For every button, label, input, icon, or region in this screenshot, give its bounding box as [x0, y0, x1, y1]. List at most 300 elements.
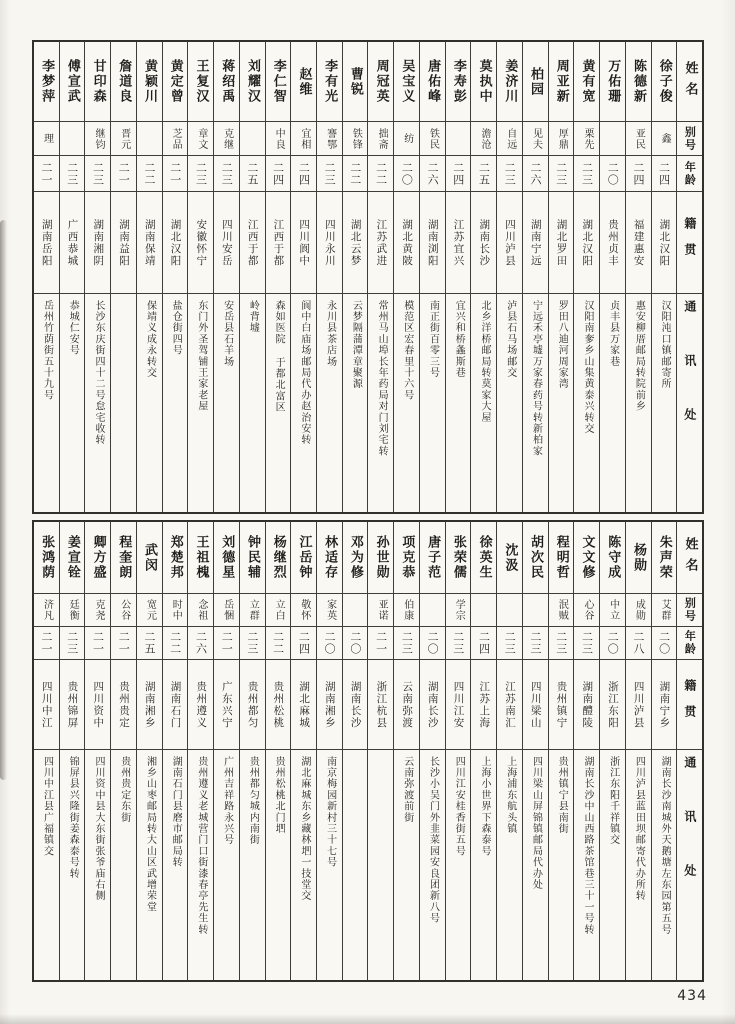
person-age: 二二	[137, 156, 162, 192]
person-column	[548, 522, 574, 980]
person-age: 二三	[574, 156, 599, 192]
person-native: 湖南湘乡	[317, 660, 342, 750]
person-address: 广州吉祥路永兴号	[221, 756, 233, 846]
person-native: 湖北汉阳	[163, 192, 188, 294]
person-alias: 宽元	[137, 594, 162, 627]
person-age: 二三	[549, 156, 574, 192]
person-name: 朱声荣	[652, 522, 677, 594]
person-alias	[523, 594, 548, 627]
person-alias: 亚民	[626, 122, 651, 156]
person-age: 二一	[368, 627, 393, 660]
person-column	[522, 42, 548, 512]
person-native: 江苏武进	[368, 192, 393, 294]
person-address: 锦屏县兴隆街姜森泰号转	[67, 756, 79, 880]
person-address: 贵州松桃北门垇	[273, 756, 285, 835]
person-column	[496, 522, 522, 980]
person-name: 林适存	[317, 522, 342, 594]
person-native: 湖北麻城	[291, 660, 316, 750]
person-address: 阆中白庙场邮局代办赵治安转	[298, 300, 310, 446]
person-native: 广东兴宁	[214, 660, 239, 750]
person-address: 湖北麻城东乡藏林垇一技堂交	[298, 756, 310, 902]
person-address: 永川县茶店场	[324, 300, 336, 368]
person-column	[342, 42, 368, 512]
person-native: 江西于都	[240, 192, 265, 294]
person-alias: 纺	[394, 122, 419, 156]
person-column	[470, 522, 496, 980]
person-name: 蒋绍禹	[214, 42, 239, 122]
person-age: 二〇	[420, 627, 445, 660]
person-name: 李寿彭	[446, 42, 471, 122]
person-name: 陈德新	[626, 42, 651, 122]
person-native: 湖南宁远	[523, 192, 548, 294]
page-number: 434	[677, 988, 707, 1004]
person-native: 贵州贞丰	[600, 192, 625, 294]
person-address: 浙江东阳千祥镇交	[607, 756, 619, 846]
person-name: 张荣儒	[446, 522, 471, 594]
person-native: 广西恭城	[60, 192, 85, 294]
person-address	[343, 750, 368, 980]
person-name: 邓为修	[343, 522, 368, 594]
person-alias: 自远	[497, 122, 522, 156]
column-header-name: 姓名	[677, 42, 702, 122]
header-column	[676, 522, 702, 980]
column-header-alias: 别号	[677, 594, 702, 627]
person-column	[84, 522, 110, 980]
person-age: 二三	[394, 627, 419, 660]
person-column	[651, 522, 677, 980]
register-table-bottom	[32, 520, 704, 982]
person-age: 二一	[85, 627, 110, 660]
person-native: 四川泸县	[497, 192, 522, 294]
person-name: 吴宝义	[394, 42, 419, 122]
person-address: 贵州贵定东街	[118, 756, 130, 824]
person-address: 四川资中县大东街张爷庙右侧	[92, 756, 104, 902]
person-column	[573, 42, 599, 512]
person-alias: 拙斋	[368, 122, 393, 156]
person-alias: 宜相	[291, 122, 316, 156]
person-name: 陈守成	[600, 522, 625, 594]
person-age: 二四	[471, 627, 496, 660]
person-native: 四川安岳	[214, 192, 239, 294]
person-alias: 家英	[317, 594, 342, 627]
person-native: 湖南湘乡	[137, 660, 162, 750]
person-native: 浙江东阳	[600, 660, 625, 750]
register-table-top	[32, 40, 704, 514]
person-name: 武闵	[137, 522, 162, 594]
person-age: 二三	[60, 627, 85, 660]
person-alias: 克尧	[85, 594, 110, 627]
person-age: 二三	[240, 627, 265, 660]
person-column	[548, 42, 574, 512]
person-native: 湖南长沙	[343, 660, 368, 750]
person-column	[393, 42, 419, 512]
person-column	[599, 522, 625, 980]
person-alias: 章文	[188, 122, 213, 156]
person-address: 模范区宏春里十六号	[401, 300, 413, 401]
person-age: 二三	[60, 156, 85, 192]
person-alias	[343, 594, 368, 627]
person-name: 柏园	[523, 42, 548, 122]
person-address: 贞丰县万家巷	[607, 300, 619, 368]
column-header-alias: 别号	[677, 122, 702, 156]
person-name: 张鸿荫	[34, 522, 59, 594]
person-name: 程明哲	[549, 522, 574, 594]
person-address: 恭城仁安号	[67, 300, 79, 356]
person-alias: 立白	[266, 594, 291, 627]
person-name: 周冠英	[368, 42, 393, 122]
person-native: 四川阆中	[291, 192, 316, 294]
person-column	[445, 42, 471, 512]
person-column	[59, 522, 85, 980]
person-name: 唐佑峰	[420, 42, 445, 122]
person-address: 汉阳沌口镇邮寄所	[659, 300, 671, 390]
person-address: 贵州镇宁县南街	[556, 756, 568, 835]
person-column	[239, 42, 265, 512]
person-column	[290, 42, 316, 512]
person-age: 二一	[34, 156, 59, 192]
person-column	[162, 42, 188, 512]
person-age: 二六	[523, 156, 548, 192]
header-column	[676, 42, 702, 512]
person-column	[419, 42, 445, 512]
person-native: 云南弥渡	[394, 660, 419, 750]
person-name: 江岳钟	[291, 522, 316, 594]
person-name: 杨继烈	[266, 522, 291, 594]
person-native: 贵州锦屏	[60, 660, 85, 750]
person-column	[136, 522, 162, 980]
person-alias: 芝品	[163, 122, 188, 156]
person-name: 刘耀汉	[240, 42, 265, 122]
person-native: 江苏南汇	[497, 660, 522, 750]
person-address: 四川梁山屏锦镇邮局代办处	[530, 756, 542, 891]
person-native: 湖南长沙	[420, 660, 445, 750]
person-column	[265, 522, 291, 980]
person-name: 卿方盛	[85, 522, 110, 594]
person-name: 胡次民	[523, 522, 548, 594]
person-alias	[446, 122, 471, 156]
scan-artifact	[0, 1014, 735, 1024]
person-name: 刘德星	[214, 522, 239, 594]
person-address: 惠安柳厝邮局转院前乡	[633, 300, 645, 412]
person-alias	[497, 594, 522, 627]
person-age: 二〇	[600, 627, 625, 660]
person-native: 四川永川	[317, 192, 342, 294]
person-name: 沈汲	[497, 522, 522, 594]
person-column	[367, 42, 393, 512]
person-address: 湖南石门县磨市邮局转	[170, 756, 182, 868]
person-alias: 见夫	[523, 122, 548, 156]
person-address: 贵州都匀城内南街	[247, 756, 259, 846]
person-alias: 鑫	[652, 122, 677, 156]
person-address: 保靖义成永转交	[144, 300, 156, 379]
person-alias: 澹沧	[471, 122, 496, 156]
person-column	[625, 42, 651, 512]
person-age: 二三	[523, 627, 548, 660]
person-age: 二二	[163, 627, 188, 660]
person-age: 二三	[574, 627, 599, 660]
person-column	[110, 522, 136, 980]
person-alias: 学宗	[446, 594, 471, 627]
person-column	[290, 522, 316, 980]
person-native: 浙江杭县	[368, 660, 393, 750]
person-name: 曹锐	[343, 42, 368, 122]
person-alias: 克继	[214, 122, 239, 156]
person-age: 二三	[446, 627, 471, 660]
person-column	[496, 42, 522, 512]
person-name: 赵维	[291, 42, 316, 122]
person-alias: 厚鼎	[549, 122, 574, 156]
person-name: 项克恭	[394, 522, 419, 594]
person-column	[84, 42, 110, 512]
person-native: 湖北黄陂	[394, 192, 419, 294]
person-age: 二三	[497, 627, 522, 660]
person-native: 四川资中	[85, 660, 110, 750]
scan-artifact	[0, 220, 7, 780]
person-name: 李有光	[317, 42, 342, 122]
person-address: 岳州竹荫街五十九号	[41, 300, 53, 401]
person-native: 四川泸县	[626, 660, 651, 750]
person-alias: 中立	[600, 594, 625, 627]
person-column	[419, 522, 445, 980]
person-alias: 济凡	[34, 594, 59, 627]
person-address: 上海小世界下森泰号	[479, 756, 490, 857]
person-native: 湖北罗田	[549, 192, 574, 294]
person-age: 二三	[549, 627, 574, 660]
person-name: 詹道良	[111, 42, 136, 122]
person-column	[110, 42, 136, 512]
person-native: 湖南浏阳	[420, 192, 445, 294]
person-name: 黄有宽	[574, 42, 599, 122]
person-column	[445, 522, 471, 980]
person-name: 傅宣武	[60, 42, 85, 122]
person-column	[265, 42, 291, 512]
person-age: 二二	[266, 627, 291, 660]
person-name: 郑楚邦	[163, 522, 188, 594]
person-alias: 敬怀	[291, 594, 316, 627]
person-name: 李梦萍	[34, 42, 59, 122]
person-alias: 铁锋	[343, 122, 368, 156]
person-column	[213, 522, 239, 980]
column-header-age: 年龄	[677, 156, 702, 192]
person-native: 湖南醴陵	[574, 660, 599, 750]
person-age: 二五	[240, 156, 265, 192]
person-name: 姜宣铨	[60, 522, 85, 594]
person-age: 二三	[85, 156, 110, 192]
person-name: 李仁智	[266, 42, 291, 122]
person-column	[316, 42, 342, 512]
person-native: 贵州镇宁	[549, 660, 574, 750]
person-native: 湖南保靖	[137, 192, 162, 294]
person-alias	[471, 594, 496, 627]
person-native: 贵州贵定	[111, 660, 136, 750]
person-native: 福建惠安	[626, 192, 651, 294]
person-address: 云梦隔蒲潭章聚源	[350, 300, 362, 390]
person-alias	[240, 122, 265, 156]
person-address: 北乡洋桥邮局转莫家大屋	[479, 300, 490, 424]
person-name: 唐子范	[420, 522, 445, 594]
person-address: 贵州遵义老城营门口街漆春亭先生转	[195, 756, 207, 936]
person-alias: 心谷	[574, 594, 599, 627]
person-column	[367, 522, 393, 980]
person-address: 常州马山埠长年药局对门刘宅转	[376, 300, 388, 457]
person-address: 长沙小吴门外韭菜园安良团新八号	[427, 756, 439, 924]
person-column	[522, 522, 548, 980]
person-column	[573, 522, 599, 980]
person-age: 二一	[214, 627, 239, 660]
person-native: 贵州都匀	[240, 660, 265, 750]
person-age: 二四	[291, 156, 316, 192]
column-header-address: 通讯处	[682, 756, 697, 918]
person-column	[34, 522, 59, 980]
person-address: 泸县石马场邮交	[504, 300, 516, 379]
person-name: 莫执中	[471, 42, 496, 122]
person-native: 湖南湘阴	[85, 192, 110, 294]
person-address: 岭背墟	[247, 300, 259, 334]
person-column	[34, 42, 59, 512]
person-address: 长沙东庆街四十二号怠宅收转	[92, 300, 104, 446]
person-age: 二六	[188, 627, 213, 660]
person-name: 周亚新	[549, 42, 574, 122]
person-column	[162, 522, 188, 980]
person-alias: 亚诺	[368, 594, 393, 627]
person-native: 湖南石门	[163, 660, 188, 750]
person-name: 黄颖川	[137, 42, 162, 122]
person-alias: 謇鄂	[317, 122, 342, 156]
person-age: 二二	[368, 156, 393, 192]
person-name: 甘印森	[85, 42, 110, 122]
person-age: 二四	[291, 627, 316, 660]
person-name: 杨勋	[626, 522, 651, 594]
person-alias: 艾群	[652, 594, 677, 627]
person-alias: 伯康	[394, 594, 419, 627]
person-native: 江苏宜兴	[446, 192, 471, 294]
person-native: 湖北汉阳	[652, 192, 677, 294]
person-address: 上海浦东航头镇	[504, 756, 516, 835]
person-native: 贵州遵义	[188, 660, 213, 750]
person-column	[316, 522, 342, 980]
person-native: 四川江安	[446, 660, 471, 750]
person-native: 江苏上海	[471, 660, 496, 750]
person-name: 文文修	[574, 522, 599, 594]
person-alias	[600, 122, 625, 156]
person-age: 二三	[317, 156, 342, 192]
person-age: 二三	[497, 156, 522, 192]
person-address: 湖南长沙中山西路茶馆巷三十一号转	[581, 756, 593, 936]
person-native: 湖南岳阳	[34, 192, 59, 294]
person-age: 二三	[188, 156, 213, 192]
person-native: 江西于都	[266, 192, 291, 294]
person-column	[213, 42, 239, 512]
person-address: 汉阳南奓乡山集黄泰兴转交	[581, 300, 593, 435]
person-age: 二一	[163, 156, 188, 192]
person-address: 四川中江县广福镇交	[41, 756, 53, 857]
person-age: 二〇	[394, 156, 419, 192]
person-alias: 立群	[240, 594, 265, 627]
person-age: 二〇	[343, 627, 368, 660]
person-column	[59, 42, 85, 512]
person-age: 二五	[471, 156, 496, 192]
person-address: 南正街百零三号	[427, 300, 439, 379]
column-header-native: 籍贯	[677, 660, 702, 750]
person-alias: 公谷	[111, 594, 136, 627]
person-name: 黄定曾	[163, 42, 188, 122]
person-name: 王复汉	[188, 42, 213, 122]
person-column	[187, 42, 213, 512]
person-native: 湖南宁乡	[652, 660, 677, 750]
person-alias: 晋元	[111, 122, 136, 156]
person-alias: 中良	[266, 122, 291, 156]
person-address: 森如医院 于都北富区	[273, 300, 285, 413]
person-address: 罗田八迪河周家湾	[556, 300, 568, 390]
person-address	[368, 750, 393, 980]
person-name: 万佑珊	[600, 42, 625, 122]
person-column	[239, 522, 265, 980]
person-native: 湖北云梦	[343, 192, 368, 294]
person-name: 程奎朗	[111, 522, 136, 594]
column-header-native: 籍贯	[677, 192, 702, 294]
person-age: 二四	[626, 156, 651, 192]
person-address: 四川江安桂香街五号	[453, 756, 465, 857]
person-age: 二三	[214, 156, 239, 192]
person-column	[651, 42, 677, 512]
person-alias: 栗先	[574, 122, 599, 156]
person-native: 四川梁山	[523, 660, 548, 750]
person-alias: 成勋	[626, 594, 651, 627]
person-alias: 岳悃	[214, 594, 239, 627]
person-address: 湘乡山枣邮局转大山区武增荣堂	[144, 756, 156, 913]
person-age: 二四	[446, 156, 471, 192]
person-alias: 泯贼	[549, 594, 574, 627]
person-column	[187, 522, 213, 980]
person-age: 二二	[343, 156, 368, 192]
person-age: 二一	[34, 627, 59, 660]
person-name: 钟民辅	[240, 522, 265, 594]
column-header-age: 年龄	[677, 627, 702, 660]
person-alias: 廷衡	[60, 594, 85, 627]
person-column	[625, 522, 651, 980]
person-age: 二〇	[600, 156, 625, 192]
person-alias	[60, 122, 85, 156]
person-address: 宜兴和桥螽斯巷	[453, 300, 465, 379]
person-age: 二〇	[317, 627, 342, 660]
person-age: 二一	[111, 627, 136, 660]
column-header-address: 通讯处	[682, 300, 697, 462]
person-column	[393, 522, 419, 980]
person-native: 湖南益阳	[111, 192, 136, 294]
person-age: 二八	[626, 627, 651, 660]
person-native: 湖南长沙	[471, 192, 496, 294]
person-address: 南京梅园新村三十七号	[324, 756, 336, 868]
person-address	[111, 294, 136, 512]
person-native: 贵州松桃	[266, 660, 291, 750]
person-address: 宁远禾亭墟万家春药号转新柏家	[530, 300, 542, 457]
person-age: 二六	[420, 156, 445, 192]
person-age: 二〇	[652, 627, 677, 660]
person-address: 安岳县石羊场	[221, 300, 233, 368]
person-age: 二一	[111, 156, 136, 192]
person-native: 安徽怀宁	[188, 192, 213, 294]
person-native: 湖北汉阳	[574, 192, 599, 294]
person-alias: 念祖	[188, 594, 213, 627]
person-alias	[137, 122, 162, 156]
person-age: 二四	[266, 156, 291, 192]
person-address: 湖南长沙南城外天鹅塘左东园第五号	[659, 756, 671, 936]
person-name: 徐子俊	[652, 42, 677, 122]
person-native: 四川中江	[34, 660, 59, 750]
person-name: 孙世勋	[368, 522, 393, 594]
person-column	[342, 522, 368, 980]
person-alias: 时中	[163, 594, 188, 627]
